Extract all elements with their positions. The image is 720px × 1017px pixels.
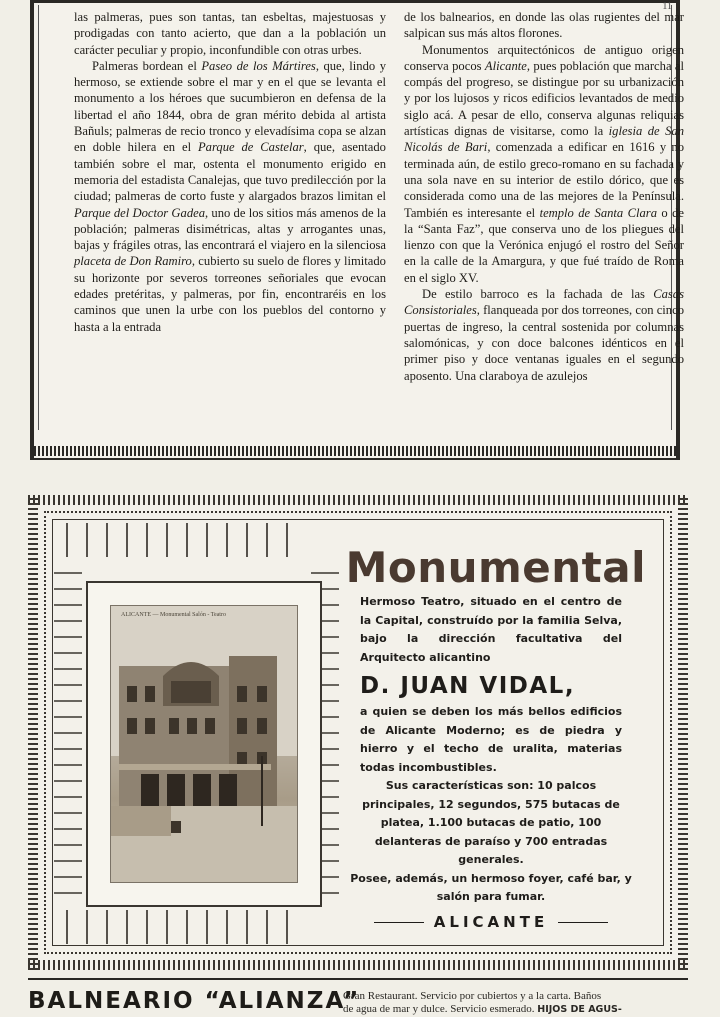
ad-intro: Hermoso Teatro, situado en el centro de la Capital, construído por la familia Selva, bajo la dirección facultativa del Arquitecto alicantino — [360, 595, 622, 664]
ad-text-block — [336, 543, 646, 931]
theater-building-illustration — [111, 606, 297, 882]
ornament-row-top — [56, 523, 306, 557]
divider — [28, 978, 688, 980]
page-number: 11 — [662, 1, 672, 12]
ornament-column-left — [54, 563, 82, 902]
ad-body: a quien se deben los más bellos edificios de Alicante Moderno; es de piedra y hierro y el techo de uralita, materias todas incombustibles. — [360, 705, 622, 774]
article-paragraph: las palmeras, pues son tantas, tan esbeltas, majestuosas y prodigadas con tanto acierto, que dan a la población un carácter peculiar y propio, inconfundible con otras urbes. — [74, 10, 386, 57]
balneario-description — [343, 990, 693, 1016]
article-paragraph: Palmeras bordean el Paseo de los Mártires, que, lindo y hermoso, se extiende sobre el mar y en el que se levanta el monumento a los héroes que sucumbieron en defensa de la libertad el año 1844, obra de gran mérito debida al artista Bañuls; palmeras de recio tronco y elevadísima copa se alzan en doble hilera en el Parque de Castelar, que, asentado también sobre el mar, ostenta el monumento erigido en memoria del estadista Canalejas, que tuvo predilección por la ciudad; palmeras de corto fuste y alargados brazos limitan el Parque del Doctor Gadea, uno de los sitios más amenos de la población; palmeras disimétricas, altas y arrogantes unas, bajas y frágiles otras, las encontrará el viajero en la silenciosa placeta de Don Ramiro, cubierto su suelo de flores y limitado su horizonte por severos torreones señoriales que evocan edades pretéritas, y palmeras, por fin, encontraréis en los caminos que unen la urbe con los pueblos del contorno y hasta a la entrada — [74, 58, 386, 334]
article-column-right — [404, 9, 684, 384]
photo-caption: ALICANTE — Monumental Salón - Teatro — [121, 612, 226, 618]
balneario-title: BALNEARIO “ALIANZA” — [28, 988, 361, 1014]
decorative-border — [34, 446, 676, 456]
article-bottom-border — [34, 432, 676, 460]
article-paragraph: Monumentos arquitectónicos de antiguo origen conserva pocos Alicante, pues población que marcha al compás del progreso, se distingue por su urbanización y por los lujosos y ricos edificios levantados de medio siglo acá. A pesar de ello, conserva algunas reliquias artísticas dignas de visitarse, como la iglesia de San Nicolás de Bari, comenzada a edificar en 1616 y no terminada aún, de estilo greco-romano en su fachada y una sola nave en su interior de estilo dórico, que es considerada como una de las mejores de la Península. También es interesante el templo de Santa Clara o de la “Santa Faz”, que conserva uno de los pliegues del lienzo con que la Verónica enjugó el rostro del Señor en la calle de la Amargura, y que fué traído de Roma en el siglo XV. — [404, 42, 685, 285]
ad-title: Monumental — [345, 543, 646, 592]
ad-features: Sus características son: 10 palcos principales, 12 segundos, 575 butacas de platea, 1.100 butacas de patio, 100 delanteras de paraíso y 700 entradas generales. — [362, 779, 620, 866]
theater-photo — [110, 605, 298, 883]
article-paragraph: De estilo barroco es la fachada de las Casas Consistoriales, flanqueada por dos torreones, con cinco puertas de ingreso, la central sostenida por columnas salomónicas, y con doce balcones idénticos en el primer piso y doce ventanas iguales en el segundo aposento. Una claraboya de azulejos — [404, 287, 684, 383]
balneario-owner: HIJOS DE AGUS- — [537, 1004, 622, 1015]
ad-extras: Posee, además, un hermoso foyer, café bar, y salón para fumar. — [350, 871, 632, 903]
theater-advertisement — [28, 495, 688, 970]
article-column-left — [74, 9, 386, 335]
ornament-row-bottom — [56, 910, 306, 944]
balneario-desc-line: Gran Restaurant. Servicio por cubiertos y a la carta. Baños — [343, 990, 602, 1002]
ad-city: ALICANTE — [336, 913, 646, 931]
divider — [34, 458, 676, 460]
ad-architect-name: D. JUAN VIDAL, — [360, 673, 576, 699]
ad-inner-border — [44, 511, 672, 954]
balneario-desc-line: de agua de mar y dulce. Servicio esmerado. — [343, 1003, 535, 1015]
theater-photo-frame — [86, 581, 322, 907]
article-paragraph: de los balnearios, en donde las olas rugientes del mar salpican sus más altos florones. — [404, 10, 684, 41]
article-frame — [30, 0, 685, 460]
